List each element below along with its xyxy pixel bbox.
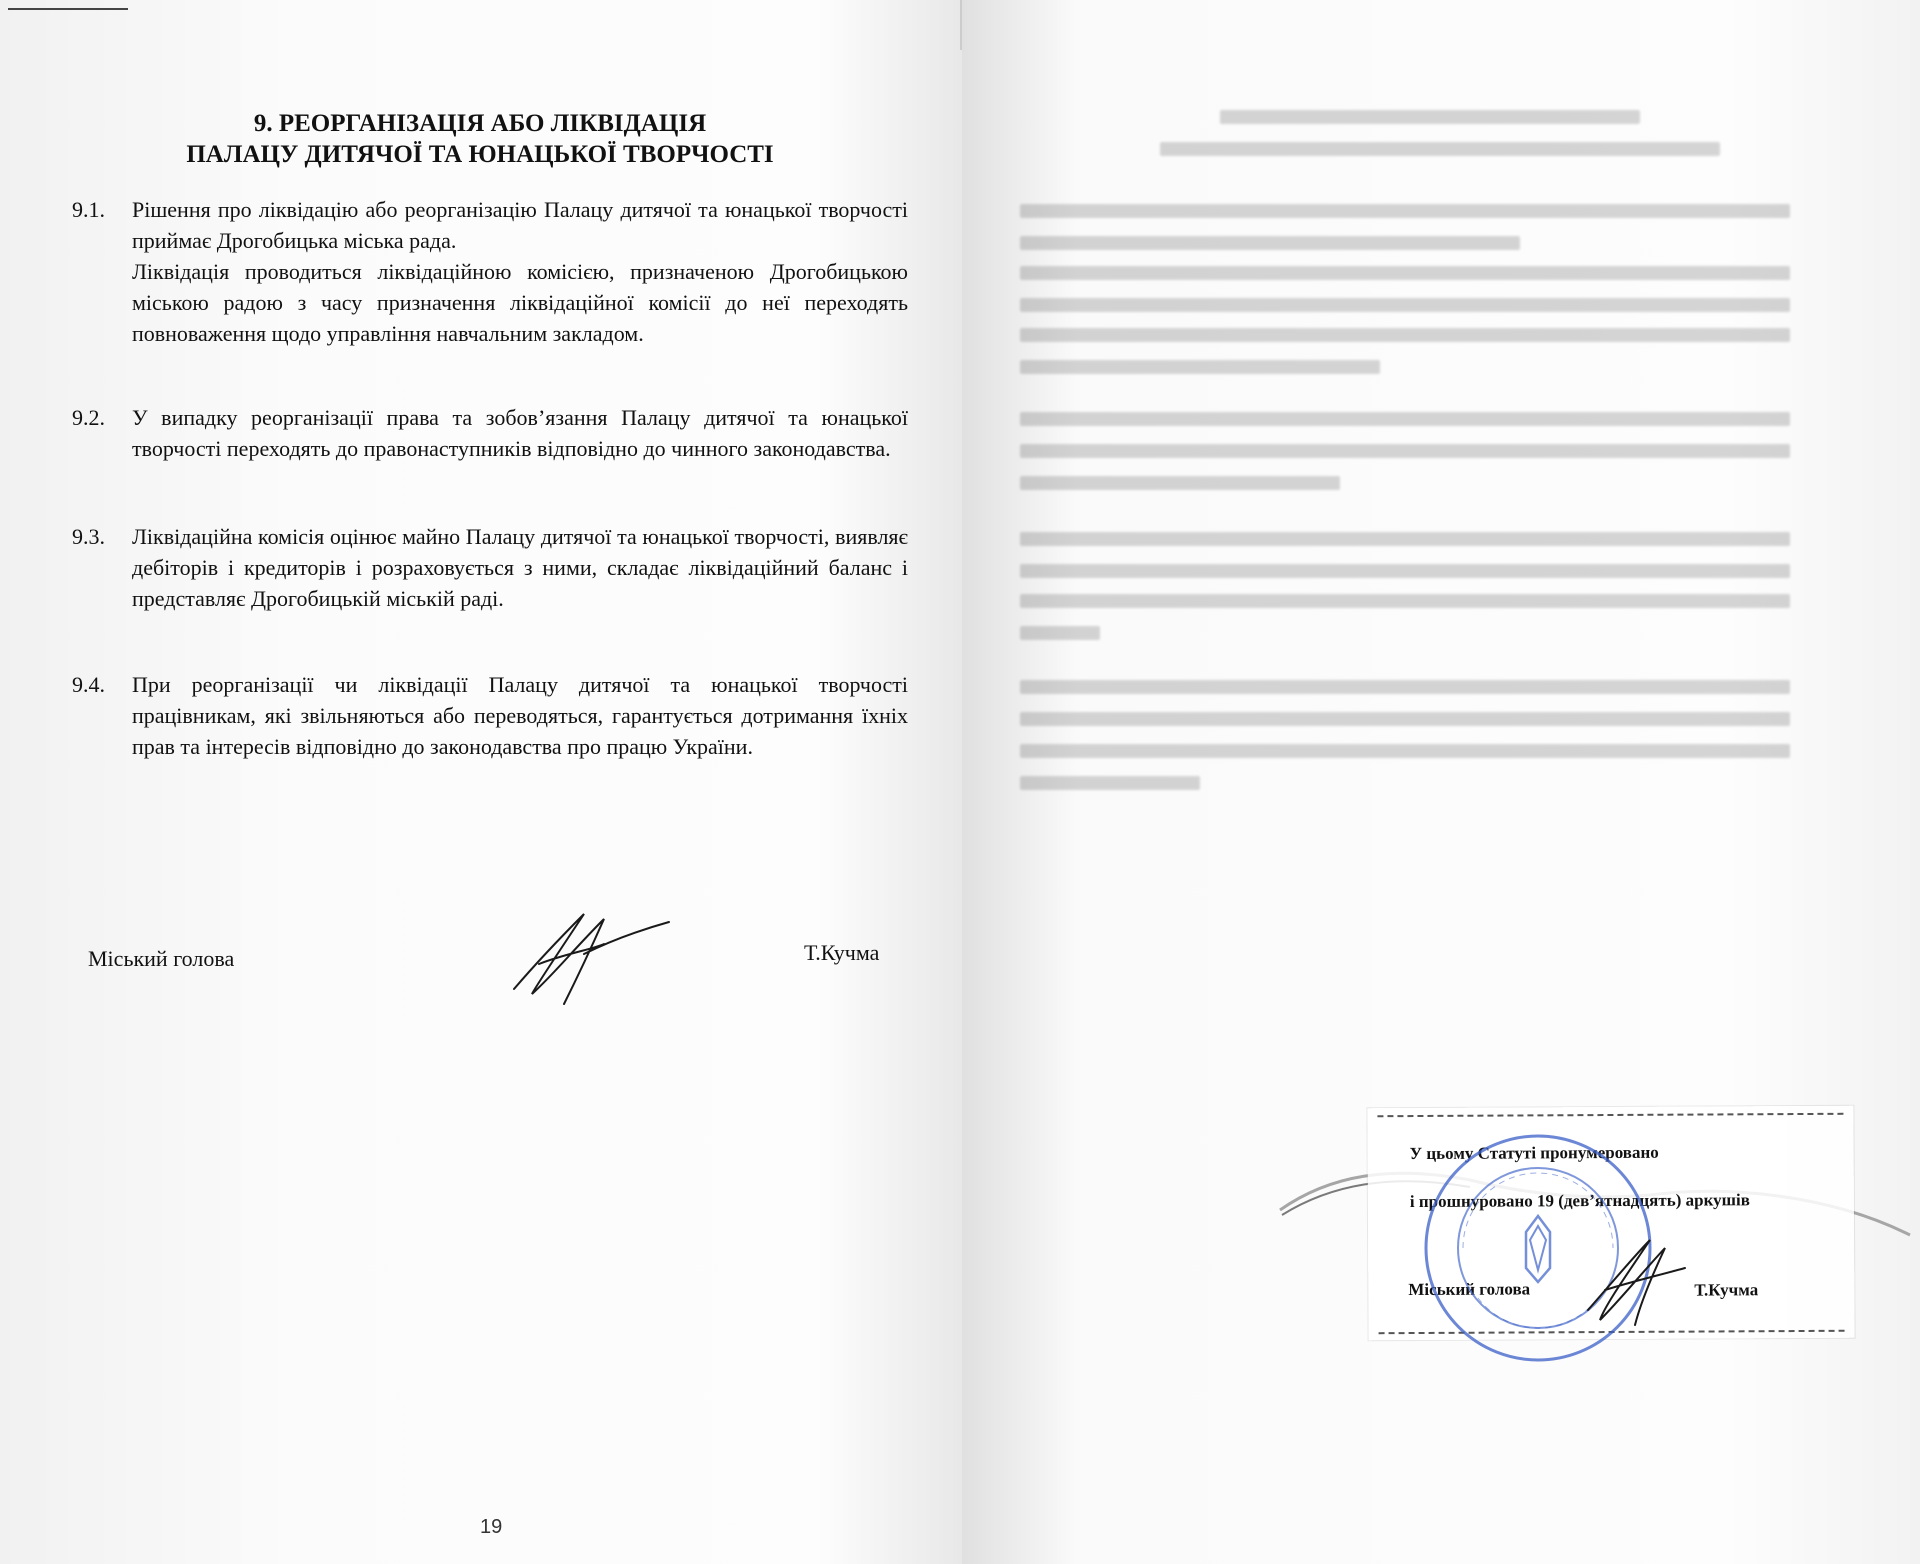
certification-signature-icon	[1580, 1230, 1690, 1330]
clause-number: 9.1.	[72, 197, 105, 222]
certification-signature-label: Міський голова	[1408, 1279, 1531, 1300]
clause-body	[132, 669, 908, 762]
clause-body	[132, 194, 908, 349]
clause-body	[132, 402, 908, 464]
signature-label: Міський голова	[88, 946, 235, 971]
section-title	[150, 108, 810, 170]
signature-name: Т.Кучма	[804, 940, 880, 965]
clause-9-4	[72, 669, 908, 762]
clause-9-2	[72, 402, 908, 464]
section-title-line2: ПАЛАЦУ ДИТЯЧОЇ ТА ЮНАЦЬКОЇ ТВОРЧОСТІ	[186, 141, 774, 168]
certification-signature-name: Т.Кучма	[1694, 1280, 1759, 1300]
clause-paragraph: Рішення про ліквідацію або реорганізацію Палацу дитячої та юнацької творчості приймає Дрогобицька міська рада.	[132, 197, 908, 253]
bleed-through-text	[1020, 100, 1860, 820]
clause-body	[132, 521, 908, 614]
clause-number: 9.2.	[72, 405, 105, 430]
clause-9-3	[72, 521, 908, 614]
signature-icon	[504, 894, 674, 1014]
clause-paragraph: Ліквідаційна комісія оцінює майно Палацу дитячої та юнацької творчості, виявляє дебіторів і кредиторів і розраховується з ними, складає ліквідаційний баланс і представляє Дрогобицькій міській раді.	[132, 524, 908, 611]
clause-paragraph: Ліквідація проводиться ліквідаційною комісією, призначеною Дрогобицькою міською радою з часу призначення ліквідаційної комісії до неї переходять повноваження щодо управління навчальним закладом.	[132, 259, 908, 346]
clause-paragraph: При реорганізації чи ліквідації Палацу дитячої та юнацької творчості працівникам, які звільняються або переводяться, гарантується дотримання їхніх прав та інтересів відповідно до законодавства про працю України.	[132, 672, 908, 759]
section-title-line1: 9. РЕОРГАНІЗАЦІЯ АБО ЛІКВІДАЦІЯ	[253, 110, 707, 137]
certification-line1: У цьому Статуті пронумеровано	[1409, 1142, 1659, 1164]
clause-number: 9.3.	[72, 524, 105, 549]
page-number: 19	[480, 1516, 503, 1538]
scan-edge-line	[8, 8, 128, 10]
clause-number: 9.4.	[72, 672, 105, 697]
dashed-line	[1377, 1113, 1843, 1117]
clause-paragraph: У випадку реорганізації права та зобов’язання Палацу дитячої та юнацької творчості переходять до правонаступників відповідно до чинного законодавства.	[132, 405, 908, 461]
certification-line2: і прошнуровано 19 (дев’ятнадцять) аркушів	[1409, 1190, 1750, 1212]
clause-9-1	[72, 194, 908, 349]
